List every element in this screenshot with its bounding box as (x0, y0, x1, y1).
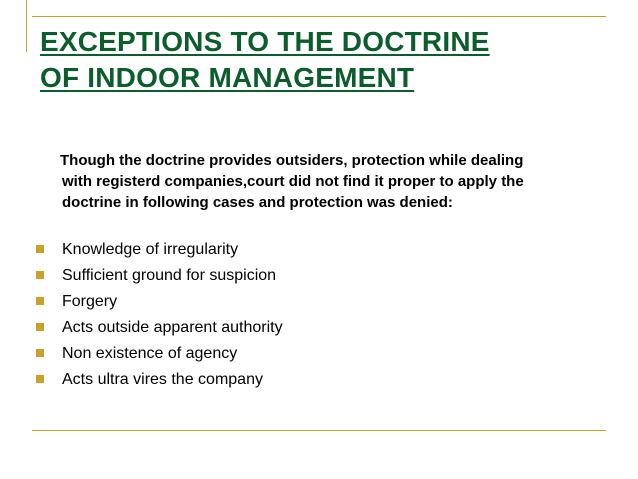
slide-title (40, 24, 490, 96)
intro-line-3: doctrine in following cases and protection was denied: (62, 194, 453, 211)
list-item (36, 289, 283, 315)
square-bullet-icon (36, 323, 44, 331)
list-item (36, 341, 283, 367)
list-item-text: Knowledge of irregularity (62, 241, 239, 258)
list-item (36, 315, 283, 341)
list-item-text: Non existence of agency (62, 345, 238, 362)
list-item-text: Acts ultra vires the company (62, 371, 263, 388)
square-bullet-icon (36, 375, 44, 383)
square-bullet-icon (36, 271, 44, 279)
square-bullet-icon (36, 297, 44, 305)
bottom-rule (32, 430, 606, 431)
intro-line-2: with registerd companies,court did not find it proper to apply the (62, 173, 524, 190)
list-item-text: Forgery (62, 293, 118, 310)
list-item (36, 263, 283, 289)
slide-title-line-1: EXCEPTIONS TO THE DOCTRINE (40, 26, 490, 57)
intro-line-1: Though the doctrine provides outsiders, protection while dealing (60, 152, 524, 169)
intro-paragraph (62, 150, 602, 213)
list-item (36, 367, 283, 393)
top-rule (32, 16, 606, 17)
square-bullet-icon (36, 349, 44, 357)
square-bullet-icon (36, 245, 44, 253)
slide-title-line-2: OF INDOOR MANAGEMENT (40, 62, 415, 93)
list-item (36, 237, 283, 263)
left-vertical-rule (26, 0, 27, 52)
exceptions-list (36, 237, 283, 393)
list-item-text: Acts outside apparent authority (62, 319, 283, 336)
list-item-text: Sufficient ground for suspicion (62, 267, 277, 284)
